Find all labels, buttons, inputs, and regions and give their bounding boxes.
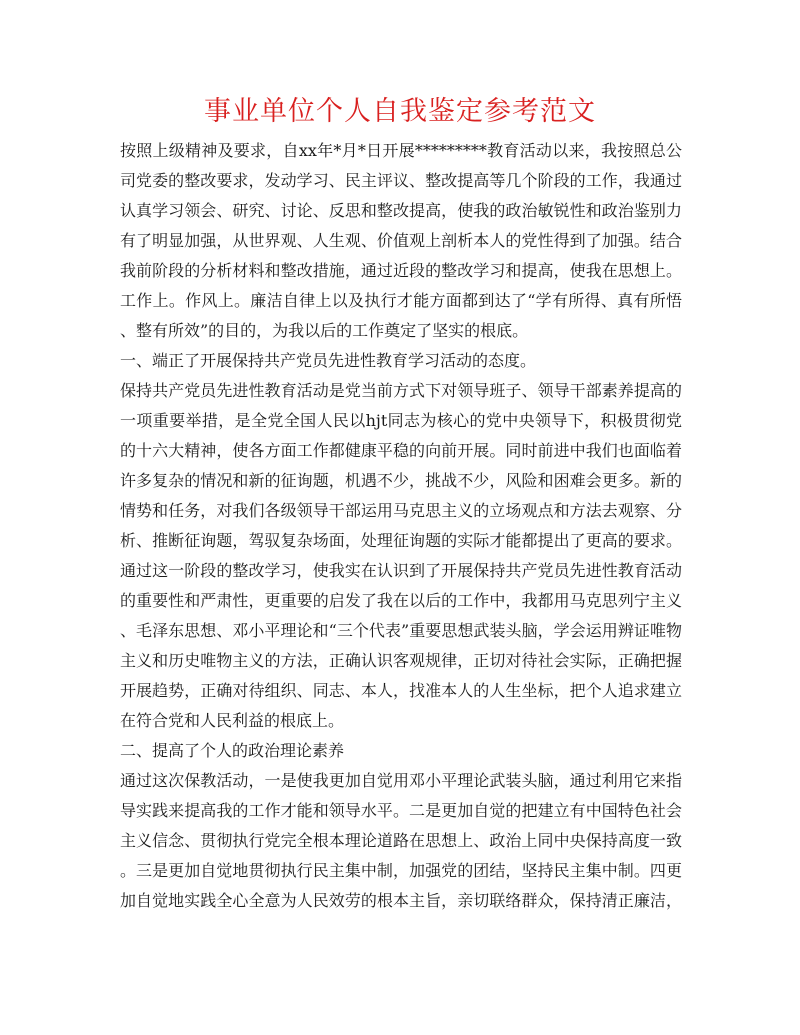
body-line: 保持共产党员先进性教育活动是党当前方式下对领导班子、领导干部素养提高的: [120, 381, 682, 400]
body-line: 工作上。作风上。廉洁自律上以及执行才能方面都到达了“学有所得、真有所悟: [120, 291, 682, 310]
body-line: 按照上级精神及要求，自xx年*月*日开展*********教育活动以来，我按照总公: [120, 141, 682, 160]
body-line: 主义和历史唯物主义的方法，正确认识客观规律，正切对待社会实际，正确把握: [120, 651, 682, 670]
body-line: 我前阶段的分析材料和整改措施，通过近段的整改学习和提高，使我在思想上。: [120, 261, 682, 280]
body-line: 许多复杂的情况和新的征询题，机遇不少，挑战不少，风险和困难会更多。新的: [120, 471, 682, 490]
body-line: 司党委的整改要求，发动学习、民主评议、整改提高等几个阶段的工作，我通过: [120, 171, 682, 190]
body-line: 主义信念、贯彻执行党完全根本理论道路在思想上、政治上同中央保持高度一致: [120, 831, 682, 850]
body-line: 的十六大精神，使各方面工作都健康平稳的向前开展。同时前进中我们也面临着: [120, 441, 682, 460]
section-heading-1: 一、端正了开展保持共产党员先进性教育学习活动的态度。: [120, 351, 537, 370]
body-line: 、毛泽东思想、邓小平理论和“三个代表”重要思想武装头脑，学会运用辨证唯物: [120, 621, 682, 640]
body-line: 开展趋势，正确对待组织、同志、本人，找准本人的人生坐标，把个人追求建立: [120, 681, 682, 700]
body-line: 加自觉地实践全心全意为人民效劳的根本主旨，亲切联络群众，保持清正廉洁，: [120, 891, 682, 910]
body-line: 。三是更加自觉地贯彻执行民主集中制，加强党的团结，坚持民主集中制。四更: [120, 861, 682, 880]
body-line: 一项重要举措，是全党全国人民以hjt同志为核心的党中央领导下，积极贯彻党: [120, 411, 682, 430]
body-line: 有了明显加强，从世界观、人生观、价值观上剖析本人的党性得到了加强。结合: [120, 231, 682, 250]
document-body: [120, 136, 682, 916]
body-line: 情势和任务，对我们各级领导干部运用马克思主义的立场观点和方法去观察、分: [120, 501, 682, 520]
document-title: 事业单位个人自我鉴定参考范文: [204, 96, 596, 127]
body-line: 认真学习领会、研究、讨论、反思和整改提高，使我的政治敏锐性和政治鉴别力: [120, 201, 682, 220]
body-line: 在符合党和人民利益的根底上。: [120, 711, 345, 730]
body-line: 、整有所效”的目的，为我以后的工作奠定了坚实的根底。: [120, 321, 529, 340]
body-line: 析、推断征询题，驾驭复杂场面，处理征询题的实际才能都提出了更高的要求。: [120, 531, 682, 550]
body-line: 导实践来提高我的工作才能和领导水平。二是更加自觉的把建立有中国特色社会: [120, 801, 682, 820]
body-line: 通过这一阶段的整改学习，使我实在认识到了开展保持共产党员先进性教育活动: [120, 561, 682, 580]
body-line: 通过这次保教活动，一是使我更加自觉用邓小平理论武装头脑，通过利用它来指: [120, 771, 682, 790]
body-line: 的重要性和严肃性，更重要的启发了我在以后的工作中，我都用马克思列宁主义: [120, 591, 682, 610]
section-heading-2: 二、提高了个人的政治理论素养: [120, 741, 345, 760]
